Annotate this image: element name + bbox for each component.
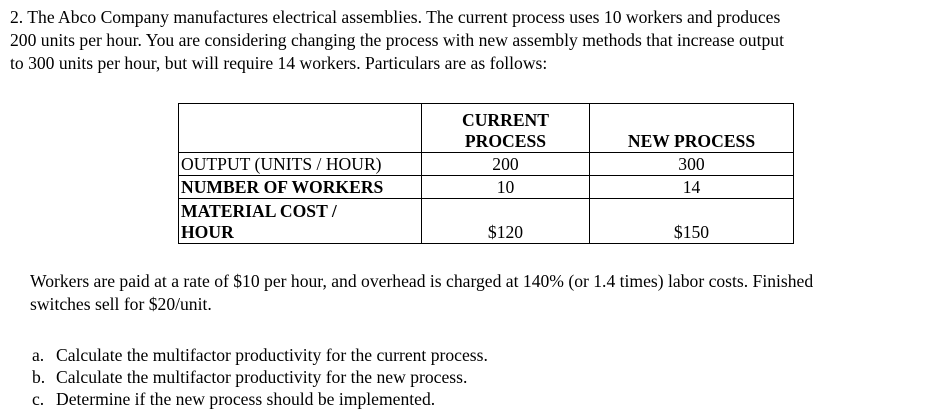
table-row <box>179 199 794 244</box>
table-header-row <box>179 104 794 153</box>
list-item <box>32 366 488 388</box>
intro-line: to 300 units per hour, but will require 14 workers. Particulars are as follows: <box>10 53 548 73</box>
particulars-table <box>178 103 794 244</box>
question-text: Determine if the new process should be implemented. <box>56 389 436 409</box>
header-empty-cell <box>179 104 422 153</box>
table-row <box>179 176 794 199</box>
row-label-workers: NUMBER OF WORKERS <box>179 176 422 199</box>
question-list <box>32 344 488 410</box>
question-text: Calculate the multifactor productivity for the current process. <box>56 345 488 365</box>
question-text: Calculate the multifactor productivity for the new process. <box>56 367 468 387</box>
header-new-process: NEW PROCESS <box>590 104 794 153</box>
table-row <box>179 153 794 176</box>
wage-line: Workers are paid at a rate of $10 per hour, and overhead is charged at 140% (or 1.4 times) labor costs. Finished <box>30 271 814 291</box>
list-item <box>32 388 488 410</box>
wage-overhead-text <box>30 270 930 316</box>
row-label-material-cost: MATERIAL COST / HOUR <box>179 199 422 244</box>
problem-intro <box>10 6 930 75</box>
cell-current-material-cost: $120 <box>422 199 590 244</box>
cell-new-workers: 14 <box>590 176 794 199</box>
question-marker: c. <box>32 389 45 409</box>
intro-line: 2. The Abco Company manufactures electrical assemblies. The current process uses 10 workers and produces <box>10 7 781 27</box>
cell-new-output: 300 <box>590 153 794 176</box>
question-marker: b. <box>32 367 46 387</box>
cell-current-workers: 10 <box>422 176 590 199</box>
cell-new-material-cost: $150 <box>590 199 794 244</box>
intro-line: 200 units per hour. You are considering changing the process with new assembly methods that increase output <box>10 30 784 50</box>
list-item <box>32 344 488 366</box>
question-marker: a. <box>32 345 45 365</box>
row-label-output: OUTPUT (UNITS / HOUR) <box>179 153 422 176</box>
cell-current-output: 200 <box>422 153 590 176</box>
wage-line: switches sell for $20/unit. <box>30 294 212 314</box>
header-current-process: CURRENT PROCESS <box>422 104 590 153</box>
